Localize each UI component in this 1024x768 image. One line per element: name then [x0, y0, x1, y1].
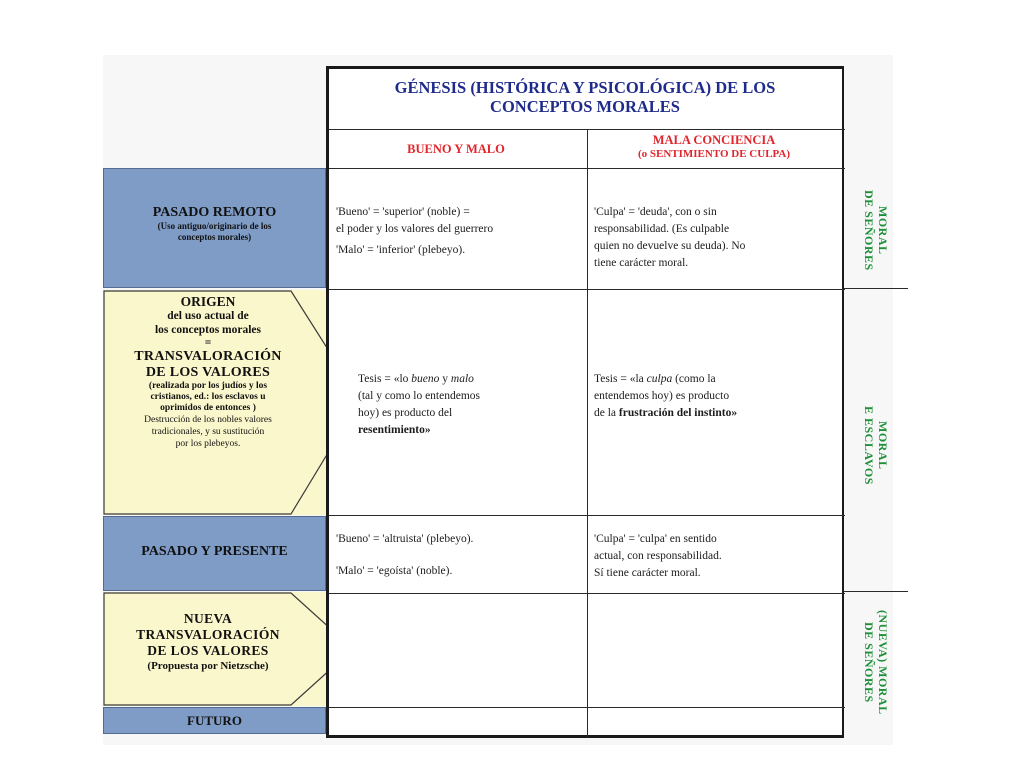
cell-line: responsabilidad. (Es culpable	[594, 223, 730, 235]
origen-desc2: tradicionales, y su sustitución	[151, 427, 265, 437]
row-label-futuro	[103, 707, 326, 734]
origen-de-los-valores: DE LOS VALORES	[145, 365, 271, 380]
cell-origen-culpa	[594, 371, 839, 422]
side-label-nueva-moral-de-senores: (NUEVA) MORAL DE SEÑORES	[862, 610, 890, 715]
origen-sub2: los conceptos morales	[154, 324, 262, 336]
origen-desc3: por los plebeyos.	[175, 439, 241, 449]
cell-line: tiene carácter moral.	[594, 257, 689, 269]
pasado-remoto-sub1: (Uso antiguo/originario de los	[157, 221, 272, 231]
origen-note1: (realizada por los judíos y los	[148, 381, 268, 391]
cell-line: (tal y como lo entendemos	[358, 390, 480, 402]
cell-line: 'Culpa' = 'culpa' en sentido	[594, 533, 717, 545]
column-header-mala-conciencia-line2: (o SENTIMIENTO DE CULPA)	[637, 148, 791, 160]
cell-line: Sí tiene carácter moral.	[594, 567, 701, 579]
cell-line: actual, con responsabilidad.	[594, 550, 722, 562]
cell-origen-bueno-malo	[358, 371, 583, 439]
table-title	[330, 78, 840, 116]
nueva-title: NUEVA	[183, 611, 233, 626]
cell-pasado-remoto-bueno-malo	[336, 204, 586, 259]
cell-span: Tesis = «la	[594, 373, 647, 385]
origen-title: ORIGEN	[180, 294, 236, 309]
nueva-de-los-valores: DE LOS VALORES	[147, 643, 269, 658]
cell-line: 'Bueno' = 'superior' (noble) =	[336, 206, 470, 218]
pasado-remoto-title: PASADO REMOTO	[152, 205, 277, 220]
cell-line: entendemos hoy) es producto	[594, 390, 730, 402]
column-header-bueno-malo	[327, 142, 585, 156]
cell-line: 'Culpa' = 'deuda', con o sin	[594, 206, 717, 218]
cell-span-italic: culpa	[646, 373, 673, 385]
row-label-pasado-remoto	[103, 168, 326, 288]
right-divider-bottom	[844, 591, 908, 592]
column-header-mala-conciencia-line1: MALA CONCIENCIA	[652, 133, 776, 147]
futuro-title: FUTURO	[187, 713, 242, 728]
pasado-presente-title: PASADO Y PRESENTE	[141, 544, 288, 559]
cell-line: resentimiento»	[358, 424, 431, 436]
cell-line	[358, 371, 583, 388]
cell-span: Tesis = «lo	[358, 373, 412, 385]
origen-note2: cristianos, ed.: los esclavos u	[150, 392, 266, 402]
table-title-line1: GÉNESIS (HISTÓRICA Y PSICOLÓGICA) DE LOS	[394, 78, 776, 97]
cell-span-italic: bueno	[411, 373, 440, 385]
origen-transvaloracion: TRANSVALORACIÓN	[134, 349, 282, 364]
cell-span: (como la	[672, 373, 716, 385]
origen-text	[108, 294, 308, 450]
cell-line: hoy) es producto del	[358, 407, 453, 419]
side-label-moral-de-senores: MORAL DE SEÑORES	[862, 189, 890, 271]
cell-line: 'Malo' = 'egoísta' (noble).	[336, 565, 453, 577]
side-label-moral-de-esclavos: MORAL E ESCLAVOS	[862, 405, 890, 485]
cell-pasado-presente-culpa	[594, 531, 839, 582]
cell-line: quien no devuelve su deuda). No	[594, 240, 746, 252]
origen-desc1: Destrucción de los nobles valores	[144, 415, 272, 425]
pasado-remoto-sub2: conceptos morales)	[177, 232, 252, 242]
row-label-pasado-presente	[103, 516, 326, 591]
cell-span-italic: malo	[450, 373, 474, 385]
nueva-propuesta: (Propuesta por Nietzsche)	[147, 660, 269, 672]
cell-line: 'Bueno' = 'altruista' (plebeyo).	[336, 533, 474, 545]
nueva-text	[108, 611, 308, 673]
cell-line: el poder y los valores del guerrero	[336, 223, 494, 235]
nueva-transvaloracion: TRANSVALORACIÓN	[136, 627, 280, 642]
cell-span: y	[439, 373, 451, 385]
column-header-mala-conciencia	[586, 133, 842, 161]
cell-pasado-remoto-culpa	[594, 204, 839, 272]
column-header-bueno-malo-text: BUENO Y MALO	[407, 142, 505, 156]
origen-equals: =	[204, 337, 212, 349]
table-title-line2: CONCEPTOS MORALES	[490, 97, 680, 116]
cell-line	[594, 371, 839, 388]
origen-sub1: del uso actual de	[167, 310, 249, 322]
cell-line: 'Malo' = 'inferior' (plebeyo).	[336, 244, 466, 256]
cell-span: de la	[594, 407, 619, 419]
cell-pasado-presente-bueno-malo	[336, 531, 586, 580]
origen-note3: oprimidos de entonces )	[160, 403, 256, 413]
cell-span-bold: frustración del instinto»	[618, 407, 738, 419]
cell-line	[594, 405, 839, 422]
right-divider-top	[844, 288, 908, 289]
